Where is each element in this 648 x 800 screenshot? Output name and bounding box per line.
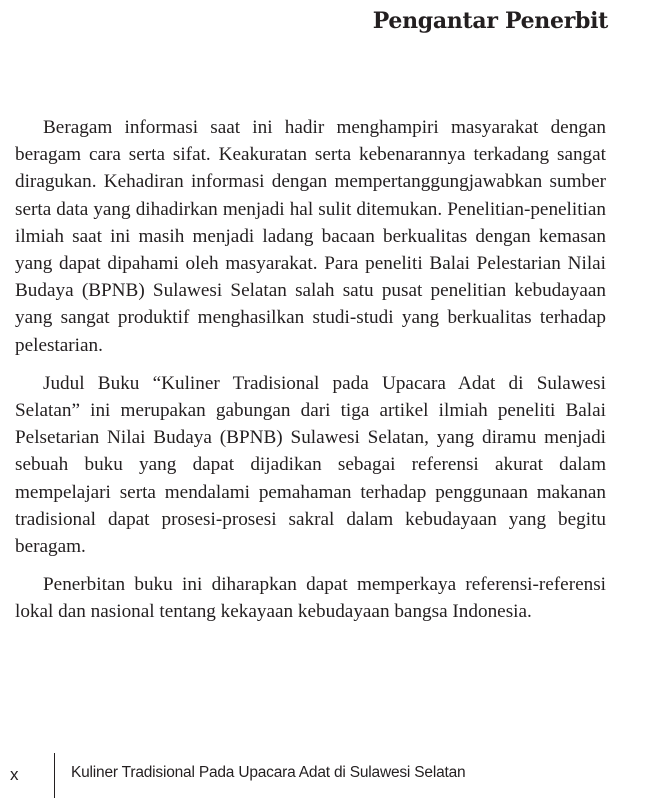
page-number: x	[10, 765, 19, 784]
running-footer-title: Kuliner Tradisional Pada Upacara Adat di Sulawesi Selatan	[71, 764, 466, 781]
body-text	[15, 114, 606, 637]
paragraph-1: Beragam informasi saat ini hadir menghampiri masyarakat dengan beragam cara serta sifat. Keakuratan serta kebenarannya terkadang sangat diragukan. Kehadiran informasi dengan mempertanggungjawabkan sumber serta data yang dihadirkan menjadi hal sulit ditemukan. Penelitian-penelitian ilmiah saat ini masih menjadi ladang bacaan berkualitas dengan kemasan yang dapat dipahami oleh masyarakat. Para peneliti Balai Pelestarian Nilai Budaya (BPNB) Sulawesi Selatan salah satu pusat penelitian kebudayaan yang sangat produktif menghasilkan studi-studi yang berkualitas terhadap pelestarian.	[15, 117, 606, 356]
paragraph-3: Penerbitan buku ini diharapkan dapat memperkaya referensi-referensi lokal dan nasional tentang kekayaan kebudayaan bangsa Indonesia.	[15, 574, 606, 623]
footer-divider	[54, 753, 55, 798]
paragraph-2: Judul Buku “Kuliner Tradisional pada Upacara Adat di Sulawesi Selatan” ini merupakan gabungan dari tiga artikel ilmiah peneliti Balai Pelsetarian Nilai Budaya (BPNB) Sulawesi Selatan, yang diramu menjadi sebuah buku yang dapat dijadikan sebagai referensi akurat dalam mempelajari serta mendalami pemahaman terhadap penggunaan makanan tradisional dapat prosesi-prosesi sakral dalam kebudayaan yang begitu beragam.	[15, 372, 606, 558]
page-title: Pengantar Penerbit	[372, 8, 608, 34]
